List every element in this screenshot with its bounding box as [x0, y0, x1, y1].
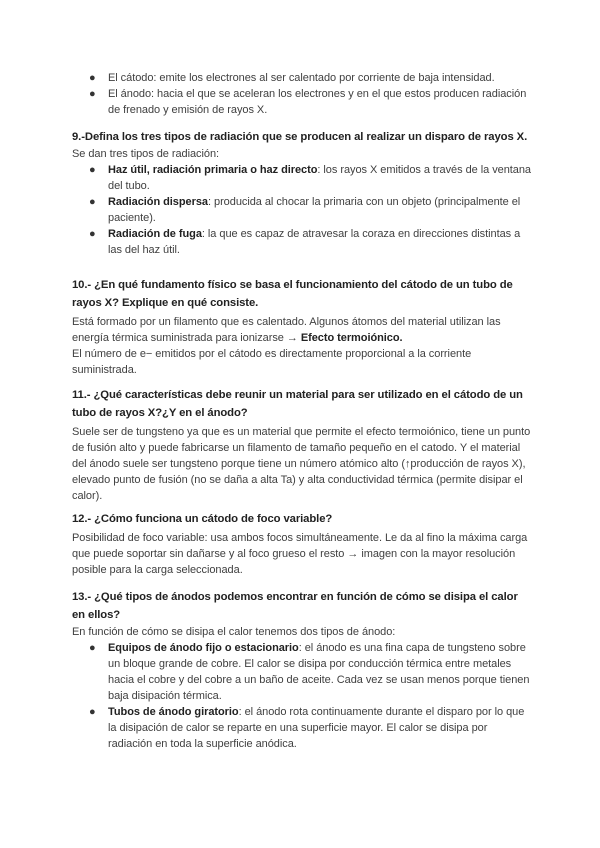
question-title: 13.- ¿Qué tipos de ánodos podemos encontrar en función de cómo se disipa el calor en ellos? [72, 591, 518, 621]
section-q9 [72, 128, 532, 258]
section-intro: En función de cómo se disipa el calor tenemos dos tipos de ánodo: [72, 626, 396, 638]
section-q12 [72, 510, 532, 578]
term-label: Tubos de ánodo giratorio [108, 706, 239, 718]
section-q13 [72, 588, 532, 752]
bullet-icon: ● [89, 72, 96, 84]
paragraph: Suele ser de tungsteno ya que es un material que permite el efecto termoiónico, tiene un punto de fusión alto y puede fabricarse un filamento de tamaño pequeño en el catodo. Y el material del ánodo suele ser tungsteno porque tiene un número atómico alto (↑producción de rayos X), elevado punto de fusión (no se daña a alta Ta) y alta conductividad térmica (permite disipar el calor). [72, 426, 531, 502]
paragraph: Está formado por un filamento que es calentado. Algunos átomos del material utilizan las energía térmica suministrada para ionizarse → Efecto termoiónico. [72, 316, 501, 344]
bold-term: Efecto termoiónico. [300, 332, 403, 344]
question-title: 11.- ¿Qué características debe reunir un material para ser utilizado en el cátodo de un tubo de rayos X?¿Y en el ánodo? [72, 389, 523, 419]
list-item: ● Equipos de ánodo fijo o estacionario: el ánodo es una fina capa de tungsteno sobre un bloque grande de cobre. El calor se disipa por conducción térmica entre metales hacia el cobre y del cobre a un baño de aceite. Cada vez se usan menos porque tienen baja disipación térmica. [89, 642, 530, 702]
question-title: 10.- ¿En qué fundamento físico se basa el funcionamiento del cátodo de un tubo de rayos X? Explique en qué consiste. [72, 279, 513, 309]
term-label: Radiación de fuga [108, 228, 202, 240]
question-title: 12.- ¿Cómo funciona un cátodo de foco variable? [72, 513, 333, 525]
list-item: ● Tubos de ánodo giratorio: el ánodo rota continuamente durante el disparo por lo que la disipación de calor se reparte en una superficie mayor. El calor se disipa por radiación en toda la superficie anódica. [89, 706, 525, 750]
bullet-icon: ● [89, 228, 96, 240]
term-label: Radiación dispersa [108, 196, 208, 208]
list-item: ● Radiación dispersa: producida al chocar la primaria con un objeto (principalmente el paciente). [89, 196, 521, 224]
paragraph: Posibilidad de foco variable: usa ambos focos simultáneamente. Le da al fino la máxima carga que puede soportar sin dañarse y al foco grueso el resto → imagen con la mayor resolución posible para la carga seleccionada. [72, 532, 528, 576]
bullet-icon: ● [89, 642, 96, 654]
question-title: 9.-Defina los tres tipos de radiación que se producen al realizar un disparo de rayos X. [72, 131, 528, 143]
bullet-icon: ● [89, 706, 96, 718]
term-label: Haz útil, radiación primaria o haz directo [108, 164, 318, 176]
list-item: ● El cátodo: emite los electrones al ser calentado por corriente de baja intensidad. [89, 72, 495, 84]
bullet-icon: ● [89, 196, 96, 208]
list-item: ● El ánodo: hacia el que se aceleran los electrones y en el que estos producen radiación de frenado y emisión de rayos X. [89, 88, 527, 116]
bullet-icon: ● [89, 88, 96, 100]
list-item: ● Haz útil, radiación primaria o haz directo: los rayos X emitidos a través de la ventana del tubo. [89, 164, 531, 192]
term-label: Equipos de ánodo fijo o estacionario [108, 642, 299, 654]
list-item: ● Radiación de fuga: la que es capaz de atravesar la coraza en direcciones distintas a las del haz útil. [89, 228, 521, 256]
section-intro: Se dan tres tipos de radiación: [72, 148, 220, 160]
top-bullet-list [72, 70, 532, 118]
section-q10 [72, 276, 532, 378]
section-q11 [72, 386, 532, 504]
anode-types-list [72, 640, 532, 752]
bullet-icon: ● [89, 164, 96, 176]
radiation-types-list [72, 162, 532, 258]
paragraph: El número de e− emitidos por el cátodo es directamente proporcional a la corriente suministrada. [72, 348, 472, 376]
